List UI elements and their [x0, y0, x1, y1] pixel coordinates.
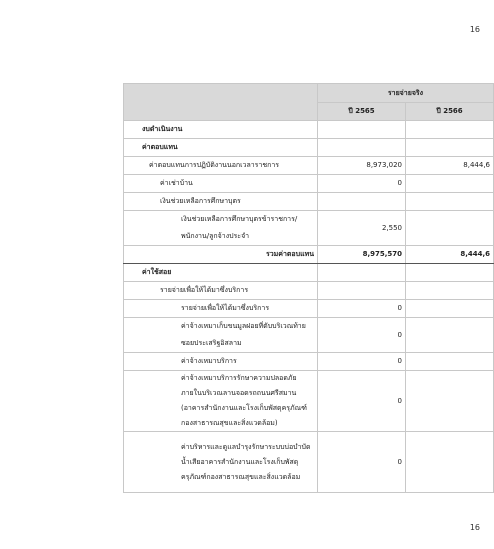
page-number-top: 16 [469, 25, 480, 34]
row-value-2565: 2,550 [318, 211, 406, 246]
table-row [124, 432, 494, 493]
table-row [124, 175, 494, 193]
row-label: ค่าจ้างเหมาเก็บขนมูลฝอยที่ตับบริเวณท้ายซอยประเสริฐอิสลาม [124, 318, 318, 353]
row-value-2565 [318, 121, 406, 139]
header-row-group [124, 84, 494, 103]
row-label: ค่าเช่าบ้าน [124, 175, 318, 193]
row-value-2566 [406, 211, 494, 246]
row-label: รายจ่ายเพื่อให้ได้มาซึ่งบริการ [124, 282, 318, 300]
table-row [124, 193, 494, 211]
row-value-2565: 0 [318, 432, 406, 493]
table-row [124, 318, 494, 353]
row-label: ค่าบริหารและดูแลบำรุงรักษาระบบบ่อบำบัดน้ำเสียอาคารสำนักงานและโรงเก็บพัสดุครุภัณฑ์กองสาธารณสุขและสิ่งแวดล้อม [124, 432, 318, 493]
row-value-2566 [406, 432, 494, 493]
table-row-total [124, 246, 494, 264]
table-row [124, 353, 494, 371]
row-value-2565: 0 [318, 371, 406, 432]
row-label: ค่าตอบแทนการปฏิบัติงานนอกเวลาราชการ [124, 157, 318, 175]
budget-table [123, 83, 494, 493]
row-label: เงินช่วยเหลือการศึกษาบุตรข้าราชการ/พนักงาน/ลูกจ้างประจำ [124, 211, 318, 246]
page-number-bottom: 16 [469, 523, 480, 532]
row-label: รวมค่าตอบแทน [124, 246, 318, 264]
row-value-2566 [406, 353, 494, 371]
table-row [124, 157, 494, 175]
row-value-2566 [406, 300, 494, 318]
row-label: ค่าใช้สอย [124, 264, 318, 282]
row-value-2566 [406, 264, 494, 282]
row-value-2566 [406, 175, 494, 193]
row-value-2566 [406, 318, 494, 353]
row-label: ค่าจ้างเหมาบริการ [124, 353, 318, 371]
row-label: เงินช่วยเหลือการศึกษาบุตร [124, 193, 318, 211]
row-value-2565: 8,973,020 [318, 157, 406, 175]
row-value-2566 [406, 371, 494, 432]
row-label: ค่าจ้างเหมาบริการรักษาความปลอดภัยภายในบริเวณลานจอดรถถนนศรีสมาน (อาคารสำนักงานและโรงเก็บพัสดุครุภัณฑ์กองสาธารณสุขและสิ่งแวดล้อม) [124, 371, 318, 432]
header-year-1: ปี 2565 [318, 103, 406, 121]
table-row [124, 300, 494, 318]
table-row [124, 264, 494, 282]
row-value-2566 [406, 121, 494, 139]
row-value-2565 [318, 264, 406, 282]
table-row [124, 211, 494, 246]
header-blank-cell [124, 84, 318, 121]
row-value-2565 [318, 193, 406, 211]
row-value-2566: 8,444,6 [406, 246, 494, 264]
row-value-2565: 0 [318, 318, 406, 353]
header-year-2: ปี 2566 [406, 103, 494, 121]
row-value-2565 [318, 139, 406, 157]
row-label: รายจ่ายเพื่อให้ได้มาซึ่งบริการ [124, 300, 318, 318]
row-label: ค่าตอบแทน [124, 139, 318, 157]
row-value-2565: 0 [318, 300, 406, 318]
row-value-2565: 8,975,570 [318, 246, 406, 264]
row-value-2565 [318, 282, 406, 300]
row-value-2566 [406, 139, 494, 157]
header-group-label: รายจ่ายจริง [318, 84, 494, 103]
row-value-2565: 0 [318, 175, 406, 193]
table-row [124, 121, 494, 139]
row-value-2566 [406, 282, 494, 300]
table-row [124, 371, 494, 432]
table-row [124, 139, 494, 157]
row-value-2566: 8,444,6 [406, 157, 494, 175]
row-label: งบดำเนินงาน [124, 121, 318, 139]
row-value-2566 [406, 193, 494, 211]
row-value-2565: 0 [318, 353, 406, 371]
table-row [124, 282, 494, 300]
